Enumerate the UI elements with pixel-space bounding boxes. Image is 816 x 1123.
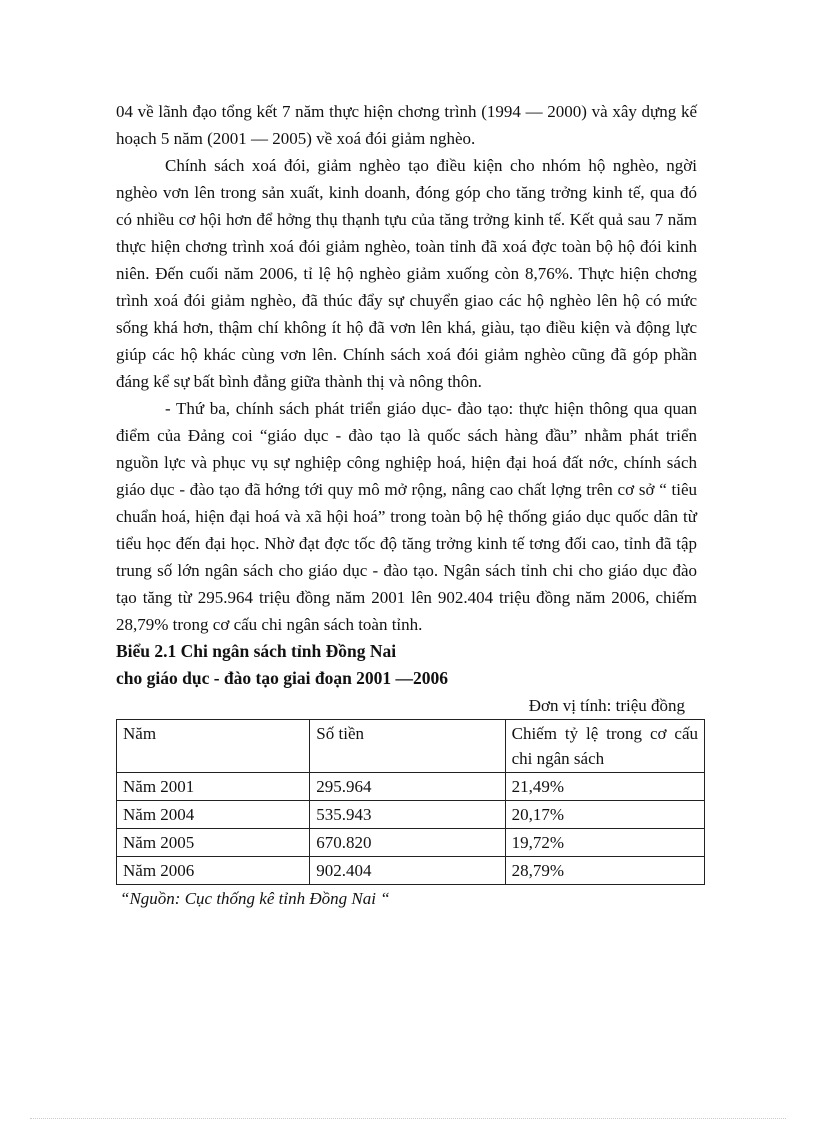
- cell-year: Năm 2006: [117, 857, 310, 885]
- paragraph-intro: 04 về lãnh đạo tổng kết 7 năm thực hiện chơng trình (1994 — 2000) và xây dựng kế hoạch 5 năm (2001 — 2005) về xoá đói giảm nghèo.: [116, 102, 697, 148]
- cell-share: 21,49%: [505, 773, 704, 801]
- cell-year: Năm 2005: [117, 829, 310, 857]
- paragraph-education-policy: - Thứ ba, chính sách phát triển giáo dục- đào tạo: thực hiện thông qua quan điểm của Đảng coi “giáo dục - đào tạo là quốc sách hàng đầu” nhằm phát triển nguồn lực và phục vụ sự nghiệp công nghiệp hoá, hiện đại hoá đất nớc, chính sách giáo dục - đào tạo đã hớng tới quy mô mở rộng, nâng cao chất lợng trên cơ sở “ tiêu chuẩn hoá, hiện đại hoá và xã hội hoá” trong toàn bộ hệ thống giáo dục quốc dân từ tiểu học đến đại học. Nhờ đạt đợc tốc độ tăng trởng kinh tế tơng đối cao, tỉnh đã tập trung số lớn ngân sách cho giáo dục - đào tạo. Ngân sách tỉnh chi cho giáo dục đào tạo tăng từ 295.964 triệu đồng năm 2001 lên 902.404 triệu đồng năm 2006, chiếm 28,79% trong cơ cấu chi ngân sách toàn tỉnh.: [116, 399, 697, 634]
- table-row: [117, 801, 705, 829]
- paragraph-poverty-policy: Chính sách xoá đói, giảm nghèo tạo điều kiện cho nhóm hộ nghèo, ngời nghèo vơn lên trong sản xuất, kinh doanh, đóng góp cho tăng trởng kinh tế, qua đó có nhiều cơ hội hơn để hởng thụ thạnh tựu của tăng trởng kinh tế. Kết quả sau 7 năm thực hiện chơng trình xoá đói giảm nghèo, toàn tỉnh đã xoá đợc toàn bộ hộ đói kinh niên. Đến cuối năm 2006, tỉ lệ hộ nghèo giảm xuống còn 8,76%. Thực hiện chơng trình xoá đói giảm nghèo, đã thúc đẩy sự chuyển giao các hộ nghèo lên hộ có mức sống khá hơn, thậm chí không ít hộ đã vơn lên khá, giàu, tạo điều kiện và động lực giúp các hộ khác cùng vơn lên. Chính sách xoá đói giảm nghèo cũng đã góp phần đáng kể sự bất bình đẳng giữa thành thị và nông thôn.: [116, 156, 697, 391]
- table-title-line2: cho giáo dục - đào tạo giai đoạn 2001 —2006: [116, 668, 449, 688]
- cell-share: 28,79%: [505, 857, 704, 885]
- header-share: Chiếm tỷ lệ trong cơ cấu chi ngân sách: [505, 720, 704, 773]
- cell-share: 19,72%: [505, 829, 704, 857]
- table-row: [117, 829, 705, 857]
- unit-note: Đơn vị tính: triệu đồng: [528, 696, 685, 715]
- source-note: “Nguồn: Cục thống kê tỉnh Đồng Nai “: [120, 889, 390, 908]
- table-row: [117, 773, 705, 801]
- page-bottom-divider: [30, 1118, 786, 1119]
- header-amount: Số tiền: [310, 720, 505, 773]
- cell-amount: 902.404: [310, 857, 505, 885]
- table-header-row: [117, 720, 705, 773]
- budget-table: [116, 719, 705, 885]
- document-page: [116, 98, 697, 912]
- cell-amount: 295.964: [310, 773, 505, 801]
- cell-year: Năm 2001: [117, 773, 310, 801]
- cell-share: 20,17%: [505, 801, 704, 829]
- header-year: Năm: [117, 720, 310, 773]
- table-title-line1: Biểu 2.1 Chi ngân sách tỉnh Đồng Nai: [116, 641, 397, 661]
- table-row: [117, 857, 705, 885]
- cell-amount: 535.943: [310, 801, 505, 829]
- cell-year: Năm 2004: [117, 801, 310, 829]
- cell-amount: 670.820: [310, 829, 505, 857]
